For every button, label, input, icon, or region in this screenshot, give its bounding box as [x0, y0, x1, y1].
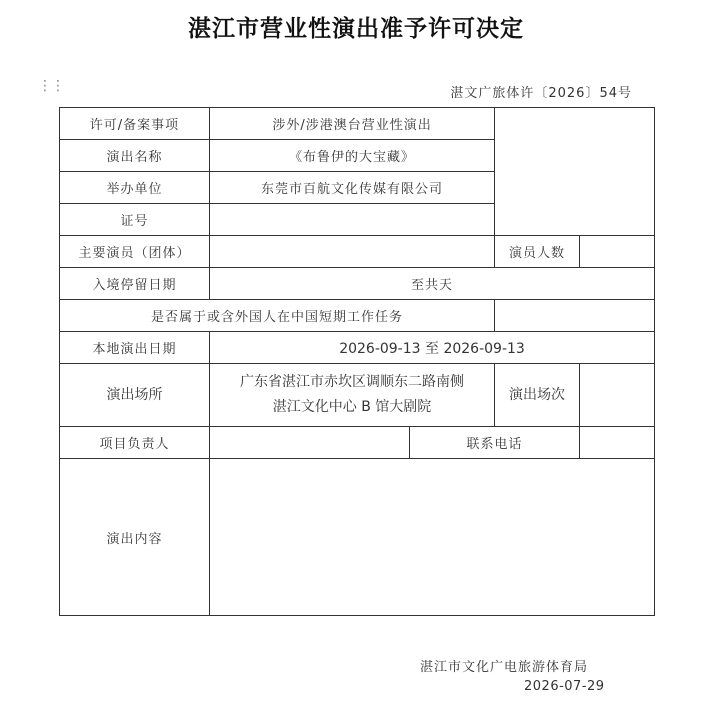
session-count-label: 演出场次 [495, 364, 580, 427]
table-row [60, 364, 655, 427]
document-title: 湛江市营业性演出准予许可决定 [188, 16, 524, 42]
show-name-value: 《布鲁伊的大宝藏》 [210, 140, 495, 172]
session-count-value [580, 364, 655, 427]
local-dates-value: 2026-09-13 至 2026-09-13 [210, 332, 655, 364]
local-dates-label: 本地演出日期 [60, 332, 210, 364]
table-row [60, 459, 655, 616]
venue-address-line: 广东省湛江市赤坎区调顺东二路南侧 [240, 374, 464, 390]
permit-type-value: 涉外/涉港澳台营业性演出 [210, 108, 495, 140]
contact-phone-value [580, 427, 655, 459]
foreign-work-label: 是否属于或含外国人在中国短期工作任务 [60, 300, 495, 332]
performer-count-value [580, 236, 655, 268]
issue-date: 2026-07-29 [524, 679, 605, 694]
photo-area [495, 108, 655, 236]
venue-value [210, 364, 495, 427]
table-row [60, 268, 655, 300]
certificate-no-value [210, 204, 495, 236]
drag-handle-icon[interactable]: ⋮⋮ [38, 78, 64, 94]
stay-dates-label: 入境停留日期 [60, 268, 210, 300]
venue-label: 演出场所 [60, 364, 210, 427]
main-performers-value [210, 236, 495, 268]
certificate-no-label: 证号 [60, 204, 210, 236]
content-label: 演出内容 [60, 459, 210, 616]
issuer-name: 湛江市文化广电旅游体育局 [420, 660, 589, 675]
foreign-work-value [495, 300, 655, 332]
table-row [60, 300, 655, 332]
permit-type-label: 许可/备案事项 [60, 108, 210, 140]
table-row [60, 332, 655, 364]
document-number: 湛文广旅体许〔2026〕54号 [450, 86, 632, 101]
table-row [60, 236, 655, 268]
venue-building-line: 湛江文化中心 B 馆大剧院 [272, 399, 432, 415]
stay-dates-value: 至共天 [210, 268, 655, 300]
contact-phone-label: 联系电话 [410, 427, 580, 459]
organizer-value: 东莞市百航文化传媒有限公司 [210, 172, 495, 204]
organizer-label: 举办单位 [60, 172, 210, 204]
show-name-label: 演出名称 [60, 140, 210, 172]
table-row [60, 108, 655, 140]
table-row [60, 427, 655, 459]
project-lead-label: 项目负责人 [60, 427, 210, 459]
content-value [210, 459, 655, 616]
permit-table [59, 107, 655, 616]
project-lead-value [210, 427, 410, 459]
performer-count-label: 演员人数 [495, 236, 580, 268]
main-performers-label: 主要演员（团体） [60, 236, 210, 268]
